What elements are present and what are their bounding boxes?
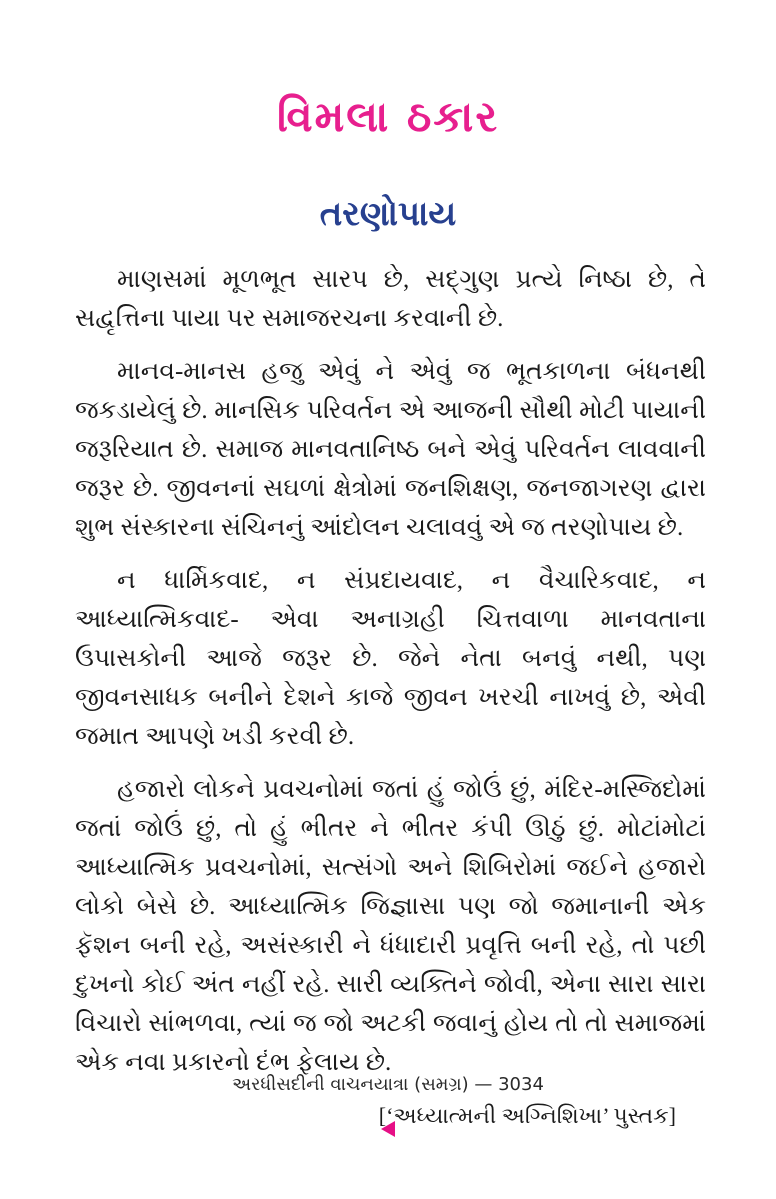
paragraph: માણસમાં મૂળભૂત સારપ છે, સદ્ગુણ પ્રત્યે નિષ્ઠા છે, તે સદ્વૃત્તિના પાયા પર સમાજરચના કરવાની છે.	[75, 266, 706, 332]
paragraph: ન ધાર્મિકવાદ, ન સંપ્રદાયવાદ, ન વૈચારિકવાદ, ન આધ્યાત્મિકવાદ- એવા અનાગ્રહી ચિત્તવાળા માનવતાના ઉપાસકોની આજે જરૂર છે. જેને નેતા બનવું નથી, પણ જીવનસાધક બનીને દેશને કાજે જીવન ખરચી નાખવું છે, એવી જમાત આપણે ખડી કરવી છે.	[75, 567, 706, 750]
book-footer-line: અરધીસદીની વાચનયાત્રા (સમગ્ર) — 3034	[232, 1074, 544, 1095]
article-body	[75, 260, 706, 1082]
author-title: વિમલા ઠકાર	[276, 92, 500, 141]
article-title: તરણોપાય	[319, 194, 457, 234]
paragraph: માનવ-માનસ હજુ એવું ને એવું જ ભૂતકાળના બંધનથી જકડાયેલું છે. માનસિક પરિવર્તન એ આજની સૌથી મોટી પાયાની જરૂરિયાત છે. સમાજ માનવતાનિષ્ઠ બને એવું પરિવર્તન લાવવાની જરૂર છે. જીવનનાં સઘળાં ક્ષેત્રોમાં જનશિક્ષણ, જનજાગરણ દ્વારા શુભ સંસ્કારના સંચિનનું આંદોલન ચલાવવું એ જ તરણોપાય છે.	[75, 358, 706, 541]
left-triangle-icon	[381, 1121, 395, 1137]
paragraph: હજારો લોકને પ્રવચનોમાં જતાં હું જોઉં છું, મંદિર-મસ્જિદોમાં જતાં જોઉં છું, તો હું ભીતર ને ભીતર કંપી ઊઠું છું. મોટાંમોટાં આધ્યાત્મિક પ્રવચનોમાં, સત્સંગો અને શિબિરોમાં જઈને હજારો લોકો બેસે છે. આધ્યાત્મિક જિજ્ઞાસા પણ જો જમાનાની એક ફૅશન બની રહે, અસંસ્કારી ને ધંધાદારી પ્રવૃત્તિ બની રહે, તો પછી દુખનો કોઈ અંત નહીં રહે. સારી વ્યક્તિને જોવી, એના સારા સારા વિચારો સાંભળવા, ત્યાં જ જો અટકી જવાનું હોય તો તો સમાજમાં એક નવા પ્રકારનો દંભ ફેલાય છે.	[75, 776, 706, 1076]
source-attribution: [‘અધ્યાત્મની અગ્નિશિખા’ પુસ્તક]	[378, 1103, 676, 1128]
